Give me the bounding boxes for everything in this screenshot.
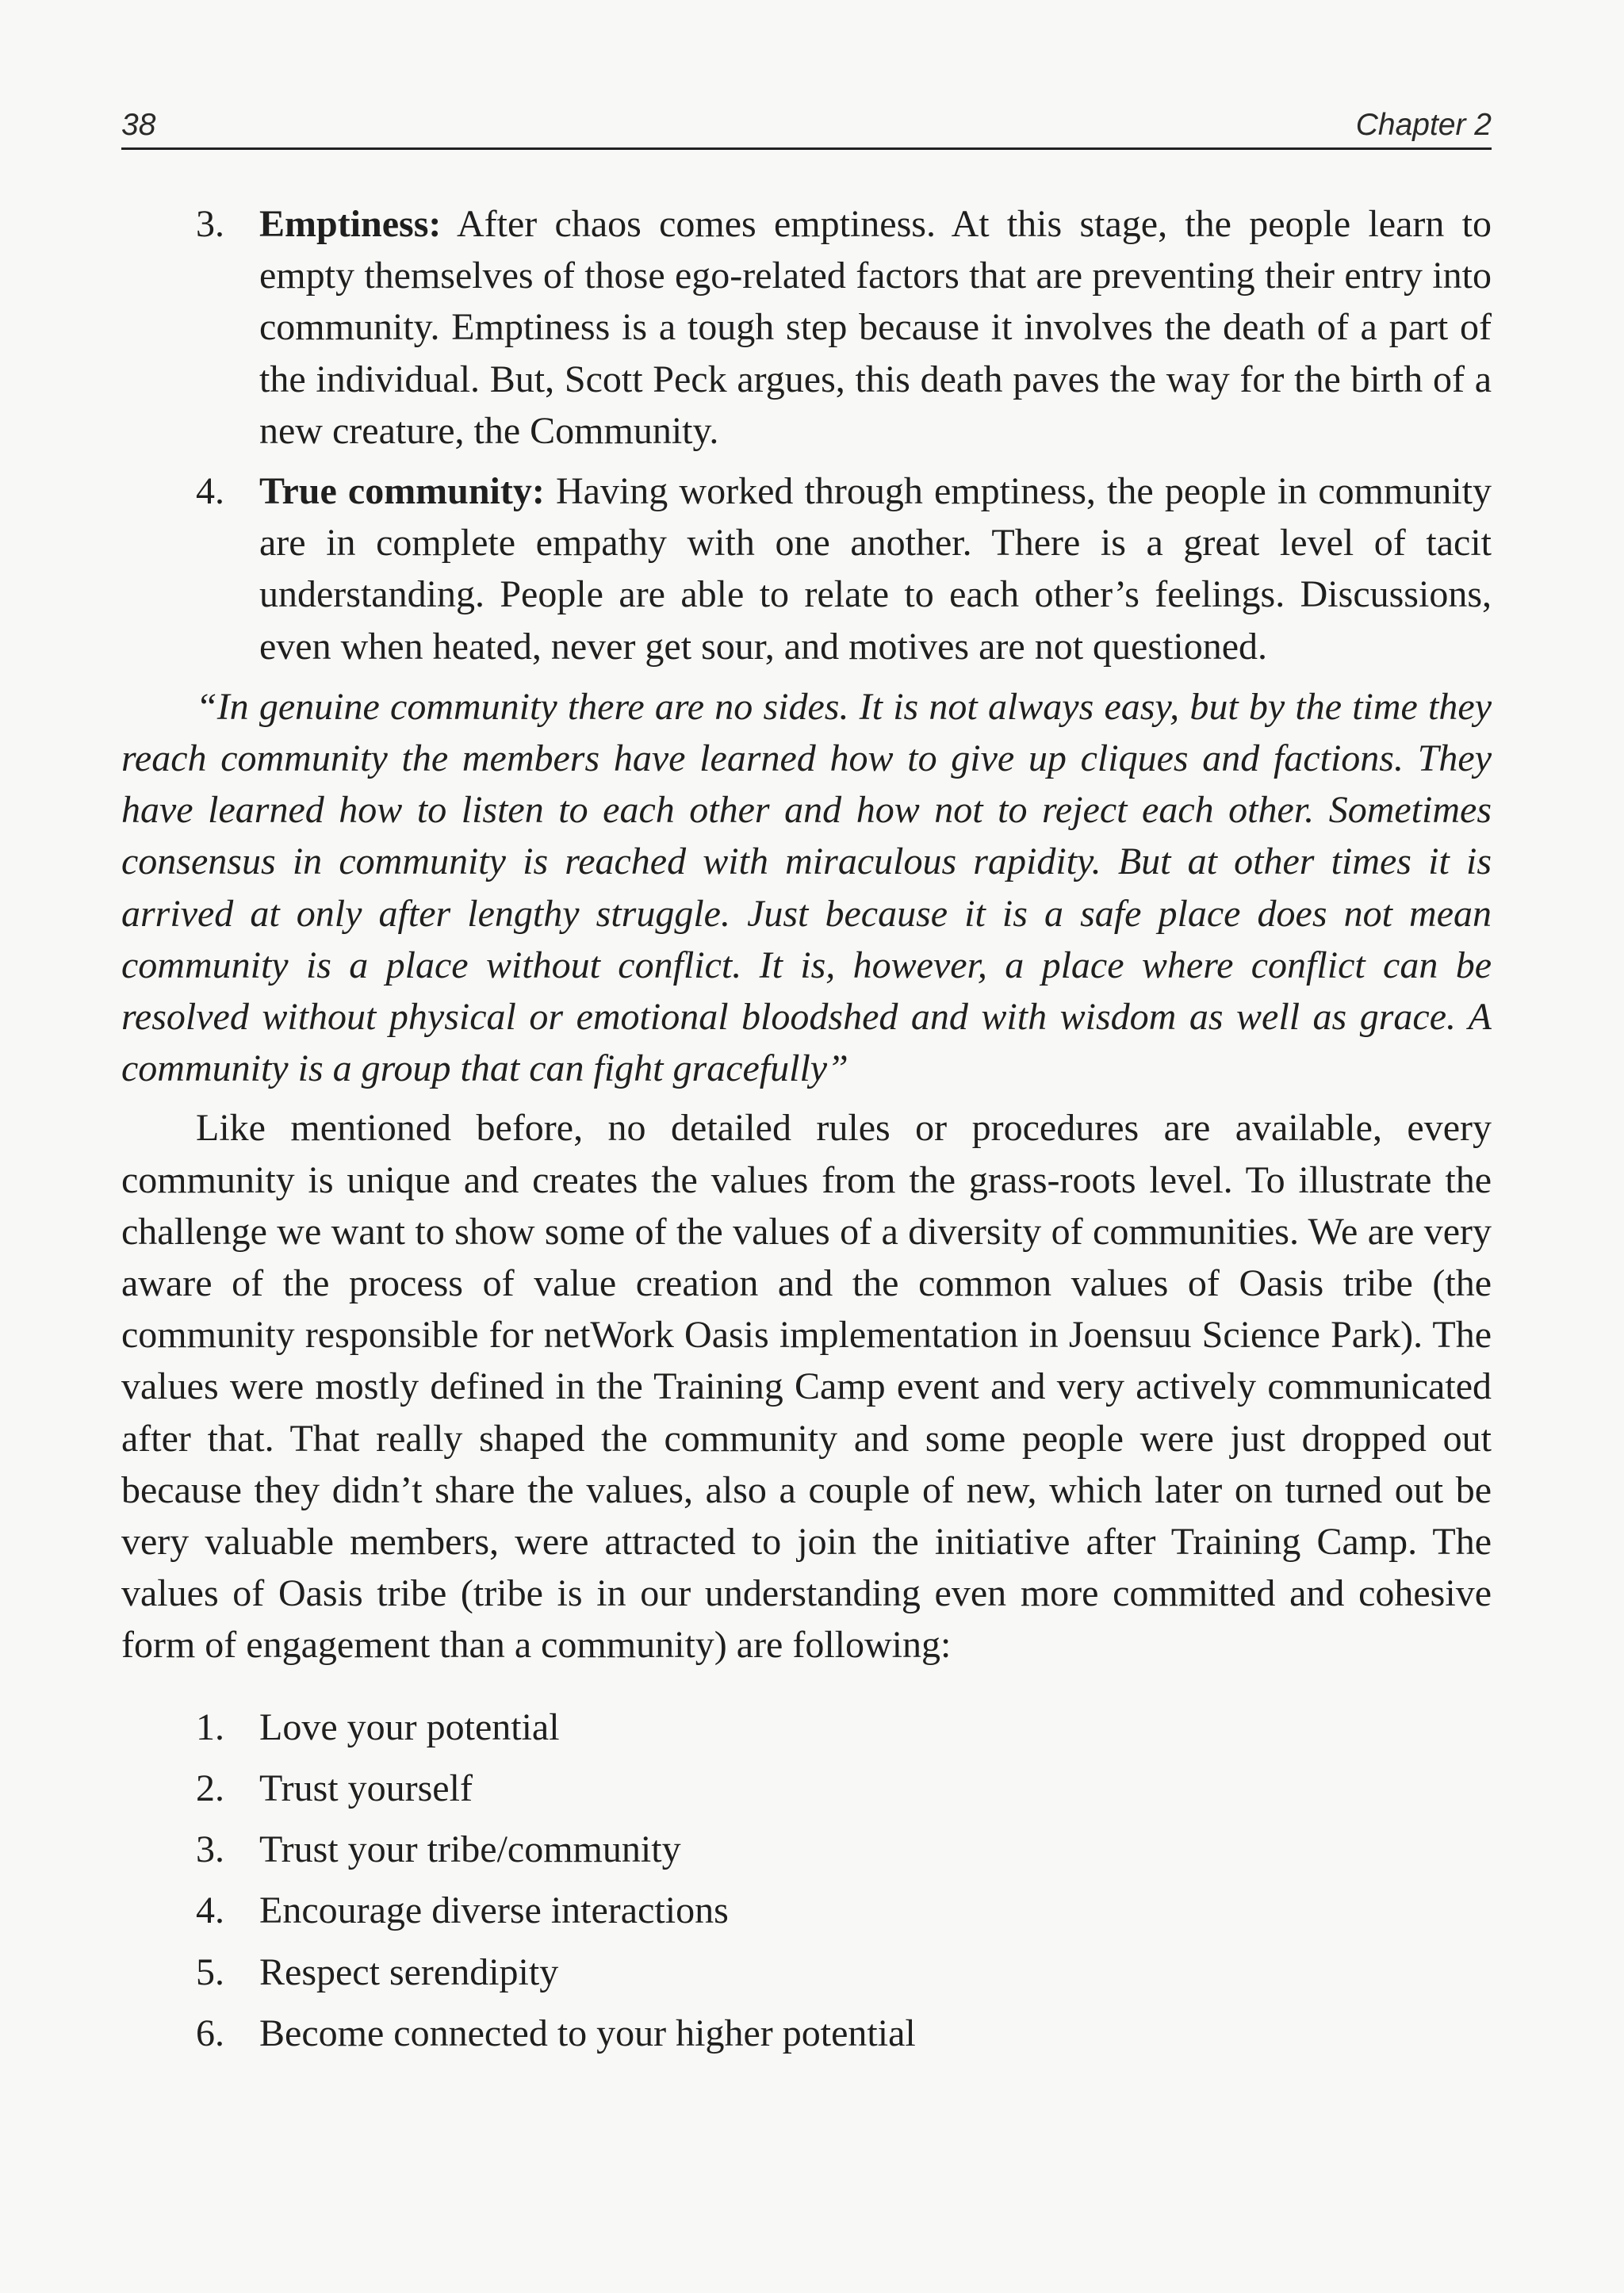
- stages-list: [121, 198, 1492, 672]
- list-item: [121, 1763, 1492, 1814]
- chapter-title: Chapter 2: [1355, 108, 1492, 142]
- list-item: [121, 465, 1492, 672]
- value-text: Respect serendipity: [259, 1950, 559, 1993]
- list-number: 5.: [196, 1950, 224, 1993]
- list-item: [121, 1947, 1492, 1998]
- list-item: [121, 1702, 1492, 1753]
- value-text: Encourage diverse interactions: [259, 1889, 729, 1932]
- stage-title: Emptiness:: [259, 203, 442, 245]
- list-number: 2.: [196, 1767, 224, 1809]
- page-number: 38: [121, 108, 156, 142]
- value-text: Trust yourself: [259, 1767, 473, 1809]
- list-number: 4.: [196, 1889, 224, 1932]
- list-item: [121, 1885, 1492, 1936]
- list-item: [121, 2008, 1492, 2059]
- stage-title: True community:: [259, 470, 545, 513]
- stage-text: Having worked through emptiness, the people in community are in complete empathy with one another. There is a great level of tacit understanding. People are able to relate to each other’s feelings. Discussions, even when heated, never get sour, and motives are not questioned.: [259, 470, 1492, 668]
- list-item: [121, 198, 1492, 457]
- stage-text: After chaos comes emptiness. At this stage, the people learn to empty themselves of those ego-related factors that are preventing their entry into community. Emptiness is a tough step because it involves the death of a part of the individual. But, Scott Peck argues, this death paves the way for the birth of a new creature, the Community.: [259, 203, 1492, 452]
- value-text: Trust your tribe/community: [259, 1828, 681, 1871]
- block-quote: “In genuine community there are no sides. It is not always easy, but by the time they reach community the members have learned how to give up cliques and factions. They have learned how to listen to each other and how not to reject each other. Sometimes consensus in community is reached with miraculous rapidity. But at other times it is arrived at only after lengthy struggle. Just because it is a safe place does not mean community is a place without conflict. It is, however, a place where conflict can be resolved without physical or emotional bloodshed and with wisdom as well as grace. A community is a group that can fight gracefully”: [121, 685, 1492, 1090]
- list-number: 6.: [196, 2012, 224, 2054]
- page-body: [121, 198, 1492, 2069]
- running-header: [121, 105, 1492, 150]
- body-paragraph: Like mentioned before, no detailed rules or procedures are available, every community is unique and creates the values from the grass-roots level. To illustrate the challenge we want to show some of the values of a diversity of communities. We are very aware of the process of value creation and the common values of Oasis tribe (the community responsible for netWork Oasis implementation in Joensuu Science Park). The values were mostly defined in the Training Camp event and very actively communicated after that. That really shaped the community and some people were just dropped out because they didn’t share the values, also a couple of new, which later on turned out be very valuable members, were attracted to join the initiative after Training Camp. The values of Oasis tribe (tribe is in our understanding even more committed and cohesive form of engagement than a community) are following:: [121, 1107, 1492, 1667]
- values-list: [121, 1702, 1492, 2059]
- list-number: 3.: [196, 203, 224, 245]
- list-number: 1.: [196, 1705, 224, 1748]
- value-text: Love your potential: [259, 1705, 560, 1748]
- list-number: 3.: [196, 1828, 224, 1871]
- list-item: [121, 1824, 1492, 1875]
- list-number: 4.: [196, 470, 224, 513]
- value-text: Become connected to your higher potential: [259, 2012, 916, 2054]
